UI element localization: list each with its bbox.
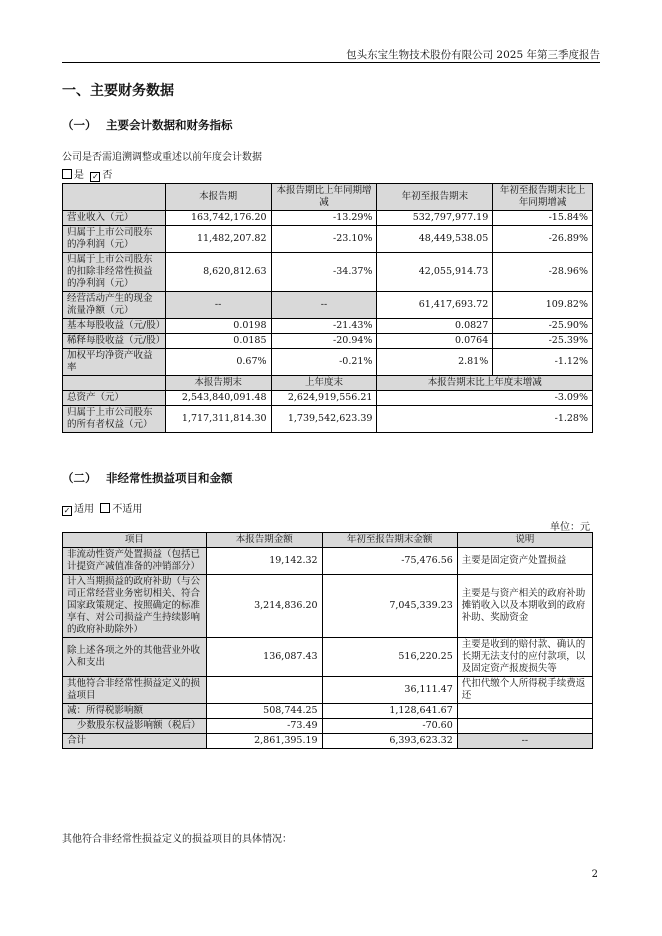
cell: 61,417,693.72 — [377, 292, 493, 319]
cell: -13.29% — [271, 211, 377, 226]
row-label: 其他符合非经常性损益定义的损益项目 — [63, 677, 207, 704]
cell: 1,717,311,814.30 — [165, 406, 271, 433]
col-header: 本报告期末比上年度末增减 — [377, 376, 593, 391]
cell: -34.37% — [271, 253, 377, 292]
table-row — [63, 334, 593, 349]
subsection-2-title — [62, 470, 233, 486]
cell: 11,482,207.82 — [165, 226, 271, 253]
cell: 516,220.25 — [322, 638, 457, 677]
cell: 1,128,641.67 — [322, 704, 457, 719]
row-label: 少数股东权益影响额（税后） — [63, 719, 207, 734]
table-row — [63, 719, 593, 734]
table-row — [63, 548, 593, 575]
row-label: 计入当期损益的政府补助（与公司正常经营业务密切相关、符合国家政策规定、按照确定的标准享有、对公司损益产生持续影响的政府补助除外） — [63, 575, 207, 638]
cell: -73.49 — [206, 719, 322, 734]
col-header: 本报告期末 — [165, 376, 271, 391]
cell: 7,045,339.23 — [322, 575, 457, 638]
row-label: 归属于上市公司股东的所有者权益（元） — [63, 406, 166, 433]
table-subheader-row — [63, 376, 593, 391]
checkbox-yes[interactable] — [62, 169, 72, 179]
table-row — [63, 349, 593, 376]
header-divider — [62, 62, 600, 63]
checkbox-applicable-label: 适用 — [74, 504, 94, 515]
table-header-row — [63, 533, 593, 548]
row-label: 营业收入（元） — [63, 211, 166, 226]
cell: 8,620,812.63 — [165, 253, 271, 292]
restate-options — [62, 166, 112, 182]
table-row — [63, 211, 593, 226]
footnote: 其他符合非经常性损益定义的损益项目的具体情况： — [62, 834, 292, 845]
row-label: 归属于上市公司股东的扣除非经常性损益的净利润（元） — [63, 253, 166, 292]
table-row — [63, 406, 593, 433]
table-row — [63, 575, 593, 638]
cell: -- — [457, 734, 592, 749]
row-label: 减：所得税影响额 — [63, 704, 207, 719]
cell: -21.43% — [271, 319, 377, 334]
row-label: 基本每股收益（元/股） — [63, 319, 166, 334]
table-row — [63, 226, 593, 253]
col-header: 本报告期比上年同期增减 — [271, 184, 377, 211]
col-header: 年初至报告期末比上年同期增减 — [493, 184, 593, 211]
col-header: 上年度末 — [271, 376, 377, 391]
cell: 1,739,542,623.39 — [271, 406, 377, 433]
cell: 163,742,176.20 — [165, 211, 271, 226]
row-label: 合计 — [63, 734, 207, 749]
col-header — [63, 376, 166, 391]
row-label: 经营活动产生的现金流量净额（元） — [63, 292, 166, 319]
cell: 0.0764 — [377, 334, 493, 349]
col-header: 本报告期金额 — [206, 533, 322, 548]
cell: 532,797,977.19 — [377, 211, 493, 226]
table-header-row — [63, 184, 593, 211]
row-label: 总资产（元） — [63, 391, 166, 406]
cell: -3.09% — [377, 391, 593, 406]
cell: -15.84% — [493, 211, 593, 226]
cell: -70.60 — [322, 719, 457, 734]
cell: 主要是收到的赔付款、确认的长期无法支付的应付款项，以及固定资产报废损失等 — [457, 638, 592, 677]
cell: -1.28% — [377, 406, 593, 433]
cell: 136,087.43 — [206, 638, 322, 677]
row-label: 归属于上市公司股东的净利润（元） — [63, 226, 166, 253]
cell: -75,476.56 — [322, 548, 457, 575]
col-header: 本报告期 — [165, 184, 271, 211]
row-label: 稀释每股收益（元/股） — [63, 334, 166, 349]
checkbox-not-applicable-label: 不适用 — [112, 504, 143, 515]
cell: -- — [271, 292, 377, 319]
col-header — [63, 184, 166, 211]
subsection-1-number: （一） — [62, 118, 97, 132]
page-number: 2 — [591, 869, 598, 880]
table-row — [63, 292, 593, 319]
table-row — [63, 319, 593, 334]
checkbox-yes-label: 是 — [74, 170, 84, 181]
cell: -25.39% — [493, 334, 593, 349]
cell: 2,861,395.19 — [206, 734, 322, 749]
cell: -28.96% — [493, 253, 593, 292]
subsection-2-text: 非经常性损益项目和金额 — [106, 471, 233, 485]
cell: 0.67% — [165, 349, 271, 376]
cell: -- — [165, 292, 271, 319]
page-header: 包头东宝生物技术股份有限公司 2025 年第三季度报告 — [346, 49, 600, 61]
table-row — [63, 391, 593, 406]
cell: -0.21% — [271, 349, 377, 376]
table-row — [63, 638, 593, 677]
checkbox-no-label: 否 — [102, 170, 113, 181]
cell: -26.89% — [493, 226, 593, 253]
col-header: 项目 — [63, 533, 207, 548]
cell: 6,393,623.32 — [322, 734, 457, 749]
cell: 36,111.47 — [322, 677, 457, 704]
table-row — [63, 704, 593, 719]
checkbox-applicable-checked[interactable]: ✓ — [63, 506, 71, 515]
cell — [206, 677, 322, 704]
cell: 主要是与资产相关的政府补助摊销收入以及本期收到的政府补助、奖励资金 — [457, 575, 592, 638]
cell: -1.12% — [493, 349, 593, 376]
key-financial-table — [62, 183, 593, 433]
cell: -25.90% — [493, 319, 593, 334]
cell: 48,449,538.05 — [377, 226, 493, 253]
row-label: 加权平均净资产收益率 — [63, 349, 166, 376]
col-header: 说明 — [457, 533, 592, 548]
cell — [457, 704, 592, 719]
cell: 2,543,840,091.48 — [165, 391, 271, 406]
cell: 0.0827 — [377, 319, 493, 334]
checkbox-no-checked[interactable]: ✓ — [92, 172, 99, 181]
col-header: 年初至报告期末金额 — [322, 533, 457, 548]
cell: -20.94% — [271, 334, 377, 349]
checkbox-not-applicable[interactable] — [100, 503, 110, 513]
applicable-options — [62, 500, 142, 516]
cell: 109.82% — [493, 292, 593, 319]
cell: 0.0185 — [165, 334, 271, 349]
table-row — [63, 677, 593, 704]
row-label: 非流动性资产处置损益（包括已计提资产减值准备的冲销部分） — [63, 548, 207, 575]
cell: 0.0198 — [165, 319, 271, 334]
cell: 2.81% — [377, 349, 493, 376]
non-recurring-table — [62, 532, 593, 749]
cell: -23.10% — [271, 226, 377, 253]
subsection-1-text: 主要会计数据和财务指标 — [106, 118, 233, 132]
cell: 42,055,914.73 — [377, 253, 493, 292]
cell: 代扣代缴个人所得税手续费返还 — [457, 677, 592, 704]
cell: 2,624,919,556.21 — [271, 391, 377, 406]
subsection-2-number: （二） — [62, 471, 97, 485]
table-row — [63, 734, 593, 749]
cell — [457, 719, 592, 734]
unit-label: 单位：元 — [550, 522, 590, 533]
cell: 508,744.25 — [206, 704, 322, 719]
cell: 3,214,836.20 — [206, 575, 322, 638]
cell: 主要是固定资产处置损益 — [457, 548, 592, 575]
table-row — [63, 253, 593, 292]
row-label: 除上述各项之外的其他营业外收入和支出 — [63, 638, 207, 677]
restate-question: 公司是否需追溯调整或重述以前年度会计数据 — [62, 152, 262, 163]
section-title: 一、主要财务数据 — [62, 83, 174, 99]
subsection-1-title — [62, 117, 233, 133]
col-header: 年初至报告期末 — [377, 184, 493, 211]
cell: 19,142.32 — [206, 548, 322, 575]
